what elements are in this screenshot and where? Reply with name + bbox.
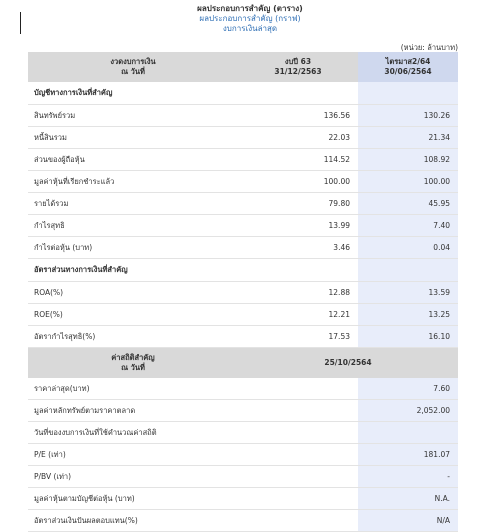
section-row — [28, 82, 458, 105]
table-row — [28, 282, 458, 304]
row-label: มูลค่าหุ้นตามบัญชีต่อหุ้น (บาท) — [28, 488, 238, 510]
stats-header-row — [28, 348, 458, 379]
row-value-col2: 100.00 — [358, 171, 458, 193]
row-value-col1: 12.21 — [238, 304, 358, 326]
latest-statement-link[interactable]: งบการเงินล่าสุด — [222, 24, 278, 33]
row-value-col2: 21.34 — [358, 127, 458, 149]
header-label-line1: งวดงบการเงิน — [110, 57, 156, 66]
row-value-col1 — [238, 466, 358, 488]
row-label: ROA(%) — [28, 282, 238, 304]
stats-header-label — [28, 348, 238, 379]
stats-header-date: 25/10/2564 — [238, 348, 458, 379]
row-value-col2: N.A. — [358, 488, 458, 510]
header-col1-line2: 31/12/2563 — [274, 67, 322, 76]
row-value-col2: - — [358, 466, 458, 488]
table-header-row — [28, 52, 458, 82]
row-label: มูลค่าหลักทรัพย์ตามราคาตลาด — [28, 400, 238, 422]
row-value-col2: 45.95 — [358, 193, 458, 215]
header-col2-line2: 30/06/2564 — [384, 67, 432, 76]
row-value-col2: 7.60 — [358, 378, 458, 400]
table-row — [28, 488, 458, 510]
table-row — [28, 127, 458, 149]
header-col1-line1: งบปี 63 — [284, 57, 312, 66]
row-value-col1: 79.80 — [238, 193, 358, 215]
row-value-col2: 2,052.00 — [358, 400, 458, 422]
header-col1 — [238, 52, 358, 82]
unit-note: (หน่วย: ล้านบาท) — [400, 43, 458, 52]
row-value-col2: 181.07 — [358, 444, 458, 466]
row-value-col2: 16.10 — [358, 326, 458, 348]
table-row — [28, 400, 458, 422]
row-label: P/E (เท่า) — [28, 444, 238, 466]
row-label: อัตราส่วนเงินปันผลตอบแทน(%) — [28, 510, 238, 532]
table-row — [28, 326, 458, 348]
row-label: สินทรัพย์รวม — [28, 105, 238, 127]
row-label: ส่วนของผู้ถือหุ้น — [28, 149, 238, 171]
row-value-col2: 13.25 — [358, 304, 458, 326]
row-label: วันที่ของงบการเงินที่ใช้คำนวณค่าสถิติ — [28, 422, 238, 444]
section-row — [28, 259, 458, 282]
row-value-col1 — [238, 400, 358, 422]
row-value-col1 — [238, 378, 358, 400]
stats-header-line1: ค่าสถิติสำคัญ — [111, 353, 155, 362]
row-value-col1 — [238, 444, 358, 466]
row-value-col1: 17.53 — [238, 326, 358, 348]
table-row — [28, 215, 458, 237]
row-value-col2: 0.04 — [358, 237, 458, 259]
table-row — [28, 444, 458, 466]
row-label: ราคาล่าสุด(บาท) — [28, 378, 238, 400]
row-value-col1 — [238, 488, 358, 510]
row-label: อัตรากำไรสุทธิ(%) — [28, 326, 238, 348]
page-title: ผลประกอบการสำคัญ (ตาราง) — [197, 4, 303, 13]
row-label: P/BV (เท่า) — [28, 466, 238, 488]
row-value-col1 — [238, 510, 358, 532]
table-row — [28, 378, 458, 400]
row-label: หนี้สินรวม — [28, 127, 238, 149]
row-value-col2: 13.59 — [358, 282, 458, 304]
section-title: บัญชีทางการเงินที่สำคัญ — [28, 82, 238, 105]
table-row — [28, 105, 458, 127]
row-label: กำไรสุทธิ — [28, 215, 238, 237]
row-value-col2: N/A — [358, 510, 458, 532]
row-value-col2: 130.26 — [358, 105, 458, 127]
header-label-line2: ณ วันที่ — [121, 67, 145, 76]
table-row — [28, 149, 458, 171]
row-value-col1: 13.99 — [238, 215, 358, 237]
section-title: อัตราส่วนทางการเงินที่สำคัญ — [28, 259, 238, 282]
header-label — [28, 52, 238, 82]
row-value-col1: 22.03 — [238, 127, 358, 149]
row-value-col2: 108.92 — [358, 149, 458, 171]
stats-header-line2: ณ วันที่ — [121, 363, 145, 372]
row-value-col1: 136.56 — [238, 105, 358, 127]
table-row — [28, 422, 458, 444]
graph-link[interactable]: ผลประกอบการสำคัญ (กราฟ) — [199, 14, 301, 23]
row-label: ROE(%) — [28, 304, 238, 326]
table-row — [28, 304, 458, 326]
row-label: รายได้รวม — [28, 193, 238, 215]
table-row — [28, 171, 458, 193]
row-value-col2: 7.40 — [358, 215, 458, 237]
row-value-col1: 3.46 — [238, 237, 358, 259]
row-label: มูลค่าหุ้นที่เรียกชำระแล้ว — [28, 171, 238, 193]
header-col2 — [358, 52, 458, 82]
financial-table — [28, 52, 458, 532]
header-col2-line1: ไตรมาส2/64 — [385, 57, 431, 66]
row-value-col1: 12.88 — [238, 282, 358, 304]
table-row — [28, 466, 458, 488]
row-value-col1: 100.00 — [238, 171, 358, 193]
table-row — [28, 193, 458, 215]
table-row — [28, 510, 458, 532]
row-value-col2 — [358, 422, 458, 444]
page-header — [0, 4, 500, 34]
row-label: กำไรต่อหุ้น (บาท) — [28, 237, 238, 259]
table-row — [28, 237, 458, 259]
row-value-col1 — [238, 422, 358, 444]
row-value-col1: 114.52 — [238, 149, 358, 171]
